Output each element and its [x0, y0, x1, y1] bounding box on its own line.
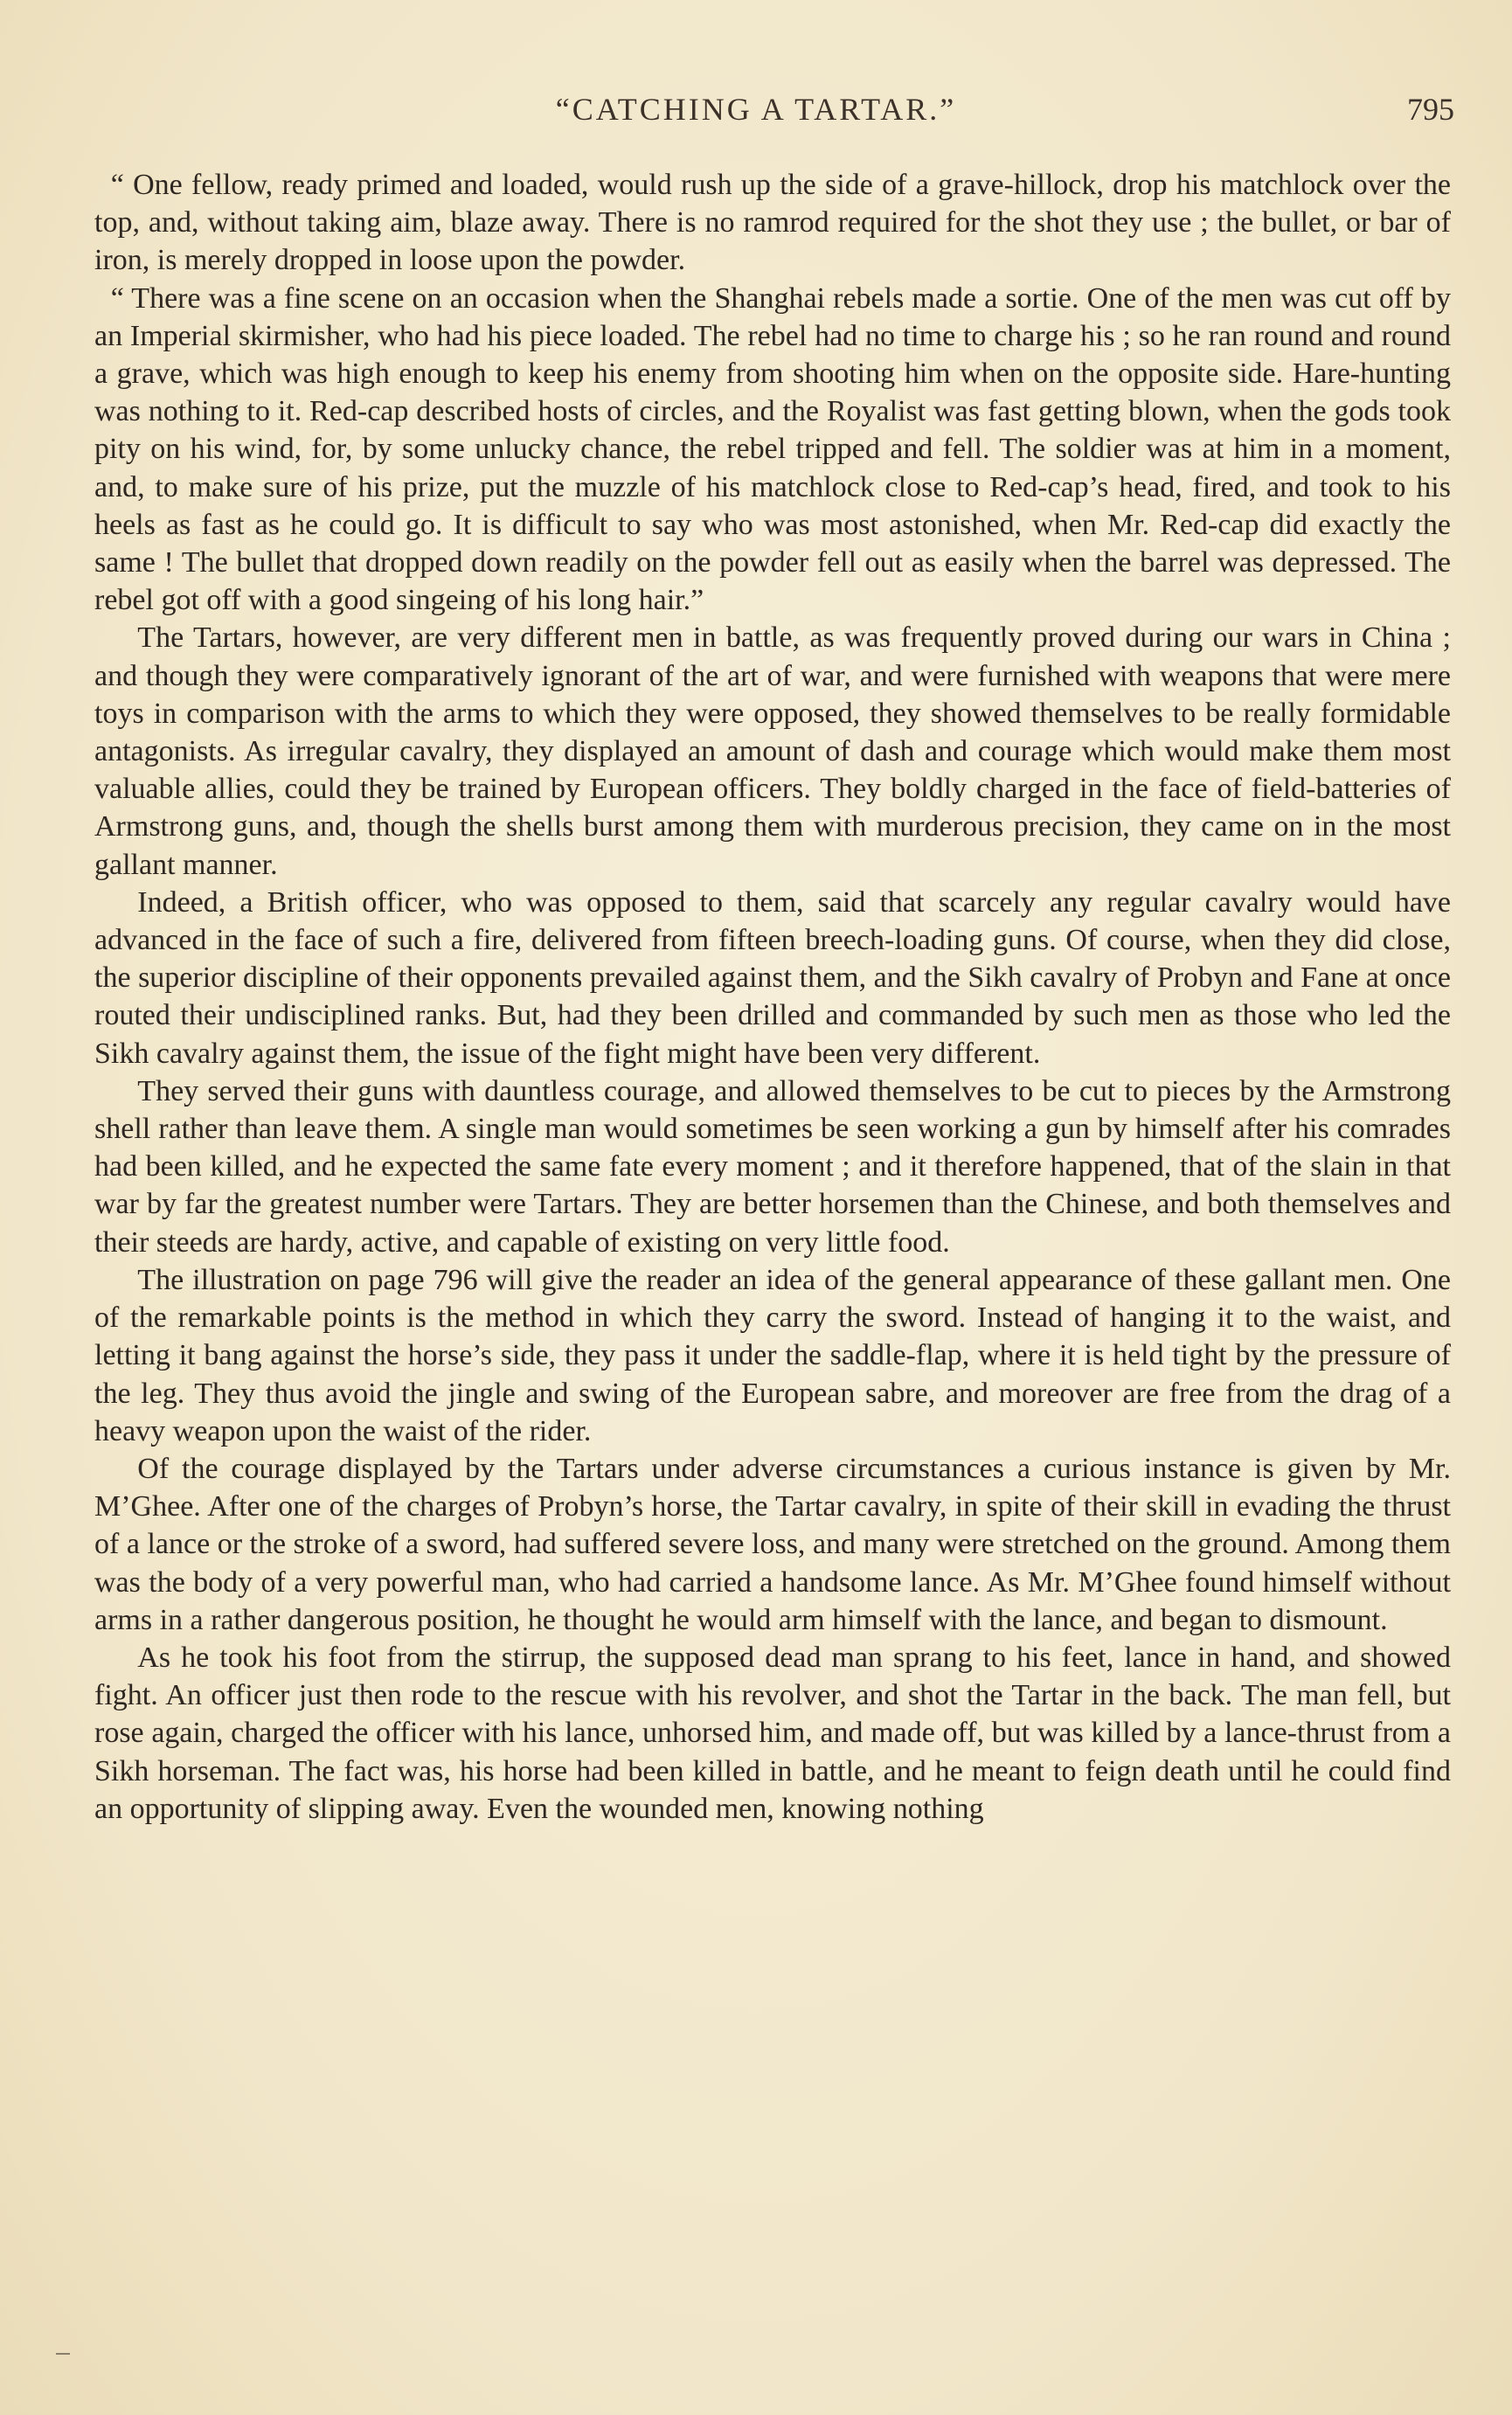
page-number: 795 — [1407, 92, 1454, 127]
body-text — [94, 166, 1451, 1828]
paragraph-3: The Tartars, however, are very different men in battle, as was frequently proved during our wars in China ; and though they were comparatively ignorant of the art of war, and were furnished with weapons that were mere toys in comparison with the arms to which they were opposed, they showed themselves to be really formidable antagonists. As irregular cavalry, they displayed an amount of dash and courage which would make them most valuable allies, could they be trained by European officers. They boldly charged in the face of field-batteries of Armstrong guns, and, though the shells burst among them with murderous precision, they came on in the most gallant manner. — [94, 621, 1451, 881]
paragraph-5: They served their guns with dauntless courage, and allowed themselves to be cut to pieces by the Armstrong shell rather than leave them. A single man would sometimes be seen working a gun by himself after his comrades had been killed, and he expected the same fate every moment ; and it therefore happened, that of the slain in that war by far the greatest number were Tartars. They are better horsemen than the Chinese, and both themselves and their steeds are hardy, active, and capable of existing on very little food. — [94, 1074, 1451, 1259]
paragraph-4: Indeed, a British officer, who was opposed to them, said that scarcely any regular cavalry would have advanced in the face of such a fire, delivered from fifteen breech-loading guns. Of course, when they did close, the superior discipline of their opponents prevailed against them, and the Sikh cavalry of Probyn and Fane at once routed their undisciplined ranks. But, had they been drilled and commanded by such men as those who led the Sikh cavalry against them, the issue of the fight might have been very different. — [94, 885, 1451, 1070]
paragraph-2: “ There was a fine scene on an occasion when the Shanghai rebels made a sortie. One of the men was cut off by an Imperial skirmisher, who had his piece loaded. The rebel had no time to charge his ; so he ran round and round a grave, which was high enough to keep his enemy from shooting him when on the opposite side. Hare-hunting was nothing to it. Red-cap described hosts of circles, and the Royalist was fast getting blown, when the gods took pity on his wind, for, by some unlucky chance, the rebel tripped and fell. The soldier was at him in a moment, and, to make sure of his prize, put the muzzle of his matchlock close to Red-cap’s head, fired, and took to his heels as fast as he could go. It is difficult to say who was most astonished, when Mr. Red-cap did exactly the same ! The bullet that dropped down readily on the powder fell out as easily when the barrel was depressed. The rebel got off with a good singeing of his long hair.” — [94, 281, 1451, 617]
page-header — [0, 86, 1512, 138]
paragraph-8: As he took his foot from the stirrup, the supposed dead man sprang to his feet, lance in hand, and showed fight. An officer just then rode to the rescue with his revolver, and shot the Tartar in the back. The man fell, but rose again, charged the officer with his lance, unhorsed him, and made off, but was killed by a lance-thrust from a Sikh horseman. The fact was, his horse had been killed in battle, and he meant to feign death until he could find an opportunity of slipping away. Even the wounded men, knowing nothing — [94, 1641, 1451, 1825]
paragraph-1: “ One fellow, ready primed and loaded, would rush up the side of a grave-hillock, drop his matchlock over the top, and, without taking aim, blaze away. There is no ramrod required for the shot they use ; the bullet, or bar of iron, is merely dropped in loose upon the powder. — [94, 169, 1451, 277]
paragraph-6: The illustration on page 796 will give the reader an idea of the general appearance of these gallant men. One of the remarkable points is the method in which they carry the sword. Instead of hanging it to the waist, and letting it bang against the horse’s side, they pass it under the saddle-flap, where it is held tight by the pressure of the leg. They thus avoid the jingle and swing of the European sabre, and moreover are free from the drag of a heavy weapon upon the waist of the rider. — [94, 1263, 1451, 1447]
running-title: “CATCHING A TARTAR.” — [555, 92, 957, 127]
margin-mark — [56, 2353, 70, 2355]
paragraph-7: Of the courage displayed by the Tartars under adverse circumstances a curious instance is given by Mr. M’Ghee. After one of the charges of Probyn’s horse, the Tartar cavalry, in spite of their skill in evading the thrust of a lance or the stroke of a sword, had suffered severe loss, and many were stretched on the ground. Among them was the body of a very powerful man, who had carried a handsome lance. As Mr. M’Ghee found himself without arms in a rather dangerous position, he thought he would arm himself with the lance, and began to dismount. — [94, 1452, 1451, 1636]
